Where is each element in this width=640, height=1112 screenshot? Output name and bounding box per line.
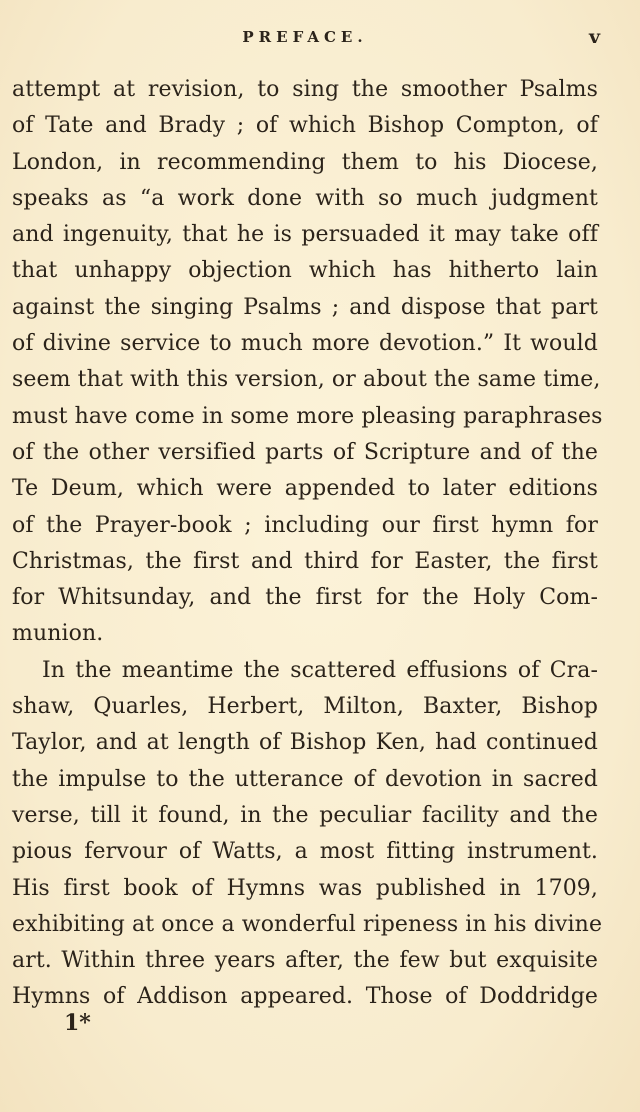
text-line: the impulse to the utterance of devotion in sacred [12,766,598,792]
paragraph-start-line: In the meantime the scattered effusions of Cra- [42,657,598,683]
running-title: PREFACE. [242,28,368,46]
text-line: speaks as “a work done with so much judgment [12,185,598,211]
text-line: attempt at revision, to sing the smoother Psalms [12,77,598,102]
text-line: His first book of Hymns was published in 1709, [12,875,598,901]
signature-mark: 1* [64,1010,91,1036]
text-line: and ingenuity, that he is persuaded it may take off [12,222,598,248]
text-line: Christmas, the first and third for Easter, the first [12,548,598,574]
text-line: for Whitsunday, and the first for the Holy Com- [12,585,598,611]
text-line: munion. [12,621,104,647]
page-header [0,26,640,50]
text-line: shaw, Quarles, Herbert, Milton, Baxter, Bishop [12,694,598,720]
text-line: verse, till it found, in the peculiar facility and the [12,802,598,828]
text-line: Taylor, and at length of Bishop Ken, had continued [12,730,598,756]
text-line: must have come in some more pleasing paraphrases [12,403,603,429]
text-line: of divine service to much more devotion.” It would [12,331,598,357]
body-text [12,72,603,1016]
text-line: Hymns of Addison appeared. Those of Doddridge [12,984,598,1010]
text-line: art. Within three years after, the few but exquisite [12,948,598,974]
text-line: that unhappy objection which has hitherto lain [12,258,598,284]
text-line: against the singing Psalms ; and dispose that part [12,294,598,320]
text-line: of the other versified parts of Scripture and of the [12,439,598,465]
text-line: of the Prayer-book ; including our first hymn for [12,512,598,538]
text-line: Te Deum, which were appended to later editions [12,476,598,502]
page-number: v [588,26,600,48]
text-line: pious fervour of Watts, a most fitting instrument. [12,839,598,865]
text-line: of Tate and Brady ; of which Bishop Compton, of [12,113,598,139]
text-line: seem that with this version, or about the same time, [12,367,601,393]
text-line: London, in recommending them to his Diocese, [12,149,598,175]
text-line: exhibiting at once a wonderful ripeness in his divine [12,911,603,937]
